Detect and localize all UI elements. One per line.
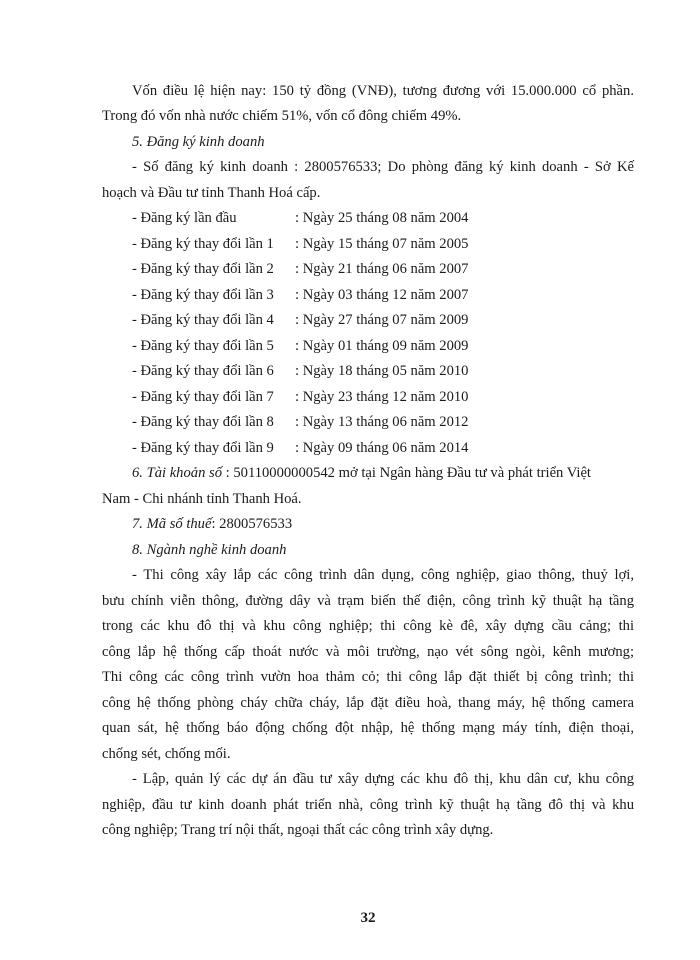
registration-date: : Ngày 13 tháng 06 năm 2012 — [295, 414, 469, 430]
tax-code-value: : 2800576533 — [211, 516, 293, 532]
bank-account-line-2: Nam - Chi nhánh tỉnh Thanh Hoá. — [102, 491, 302, 507]
registration-row — [132, 337, 468, 355]
charter-capital-line-1: Vốn điều lệ hiện nay: 150 tỷ đồng (VNĐ), tương đương với 15.000.000 cổ phần. — [132, 83, 634, 99]
registration-date: : Ngày 21 tháng 06 năm 2007 — [295, 261, 469, 277]
registration-label: - Đăng ký thay đổi lần 2 — [132, 261, 274, 277]
registration-label: - Đăng ký thay đổi lần 1 — [132, 236, 274, 252]
registration-label: - Đăng ký thay đổi lần 7 — [132, 389, 274, 405]
registration-date: : Ngày 23 tháng 12 năm 2010 — [295, 389, 469, 405]
registration-row — [132, 286, 468, 304]
page-number: 32 — [360, 910, 376, 926]
registration-label: - Đăng ký thay đổi lần 4 — [132, 312, 274, 328]
paragraph-line: quan sát, hệ thống báo động chống đột nhập, hệ thống mạng máy tính, điện thoại, — [102, 720, 634, 736]
section-6-heading: 6. Tài khoản số — [132, 465, 222, 481]
registration-label: - Đăng ký thay đổi lần 8 — [132, 414, 274, 430]
registration-label: - Đăng ký thay đổi lần 9 — [132, 440, 274, 456]
registration-date: : Ngày 09 tháng 06 năm 2014 — [295, 440, 469, 456]
paragraph-line: công hệ thống phòng cháy chữa cháy, lắp đặt điều hoà, thang máy, hệ thống camera — [102, 695, 634, 711]
registration-date: : Ngày 25 tháng 08 năm 2004 — [295, 210, 469, 226]
registration-label: - Đăng ký lần đầu — [132, 210, 237, 226]
paragraph-line: nghiệp, đầu tư kinh doanh phát triển nhà, công trình kỹ thuật hạ tầng đô thị và khu — [102, 797, 634, 813]
registration-row — [132, 362, 468, 380]
paragraph-line: chống sét, chống mối. — [102, 746, 231, 762]
registration-label: - Đăng ký thay đổi lần 6 — [132, 363, 274, 379]
paragraph-line: - Lập, quản lý các dự án đầu tư xây dựng các khu đô thị, khu dân cư, khu công — [132, 771, 634, 787]
paragraph-line: trong các khu đô thị và khu công nghiệp; thi công kè đê, xây dựng cầu cảng; thi — [102, 618, 634, 634]
paragraph-line: công nghiệp; Trang trí nội thất, ngoại thất các công trình xây dựng. — [102, 822, 494, 838]
business-registration-line-1: - Số đăng ký kinh doanh : 2800576533; Do phòng đăng ký kinh doanh - Sở Kế — [132, 159, 634, 175]
charter-capital-line-2: Trong đó vốn nhà nước chiếm 51%, vốn cổ đông chiếm 49%. — [102, 108, 462, 124]
registration-row — [132, 413, 468, 431]
registration-row — [132, 260, 468, 278]
registration-row — [132, 388, 468, 406]
section-7-heading: 7. Mã số thuế — [132, 516, 212, 532]
registration-date: : Ngày 27 tháng 07 năm 2009 — [295, 312, 469, 328]
registration-row — [132, 235, 468, 253]
registration-row — [132, 439, 468, 457]
tax-code-line — [132, 515, 292, 533]
paragraph-line: bưu chính viễn thông, đường dây và trạm biến thế điện, công trình kỹ thuật hạ tầng — [102, 593, 634, 609]
paragraph-line: công lắp hệ thống cấp thoát nước và môi trường, nạo vét sông ngòi, kênh mương; — [102, 644, 634, 660]
registration-row — [132, 311, 468, 329]
business-registration-line-2: hoạch và Đầu tư tỉnh Thanh Hoá cấp. — [102, 185, 321, 201]
paragraph-line: - Thi công xây lắp các công trình dân dụng, công nghiệp, giao thông, thuỷ lợi, — [132, 567, 634, 583]
registration-date: : Ngày 15 tháng 07 năm 2005 — [295, 236, 469, 252]
registration-label: - Đăng ký thay đổi lần 3 — [132, 287, 274, 303]
section-5-heading: 5. Đăng ký kinh doanh — [132, 134, 265, 150]
section-8-heading: 8. Ngành nghề kinh doanh — [132, 542, 287, 558]
registration-date: : Ngày 03 tháng 12 năm 2007 — [295, 287, 469, 303]
registration-date: : Ngày 01 tháng 09 năm 2009 — [295, 338, 469, 354]
registration-row — [132, 209, 468, 227]
bank-account-line-1 — [132, 464, 591, 482]
paragraph-line: Thi công các công trình vườn hoa thảm cỏ; thi công lắp đặt thiết bị công trình; thi — [102, 669, 634, 685]
registration-date: : Ngày 18 tháng 05 năm 2010 — [295, 363, 469, 379]
registration-label: - Đăng ký thay đổi lần 5 — [132, 338, 274, 354]
bank-account-text: : 50110000000542 mở tại Ngân hàng Đầu tư và phát triển Việt — [222, 465, 591, 481]
document-page — [102, 0, 634, 960]
